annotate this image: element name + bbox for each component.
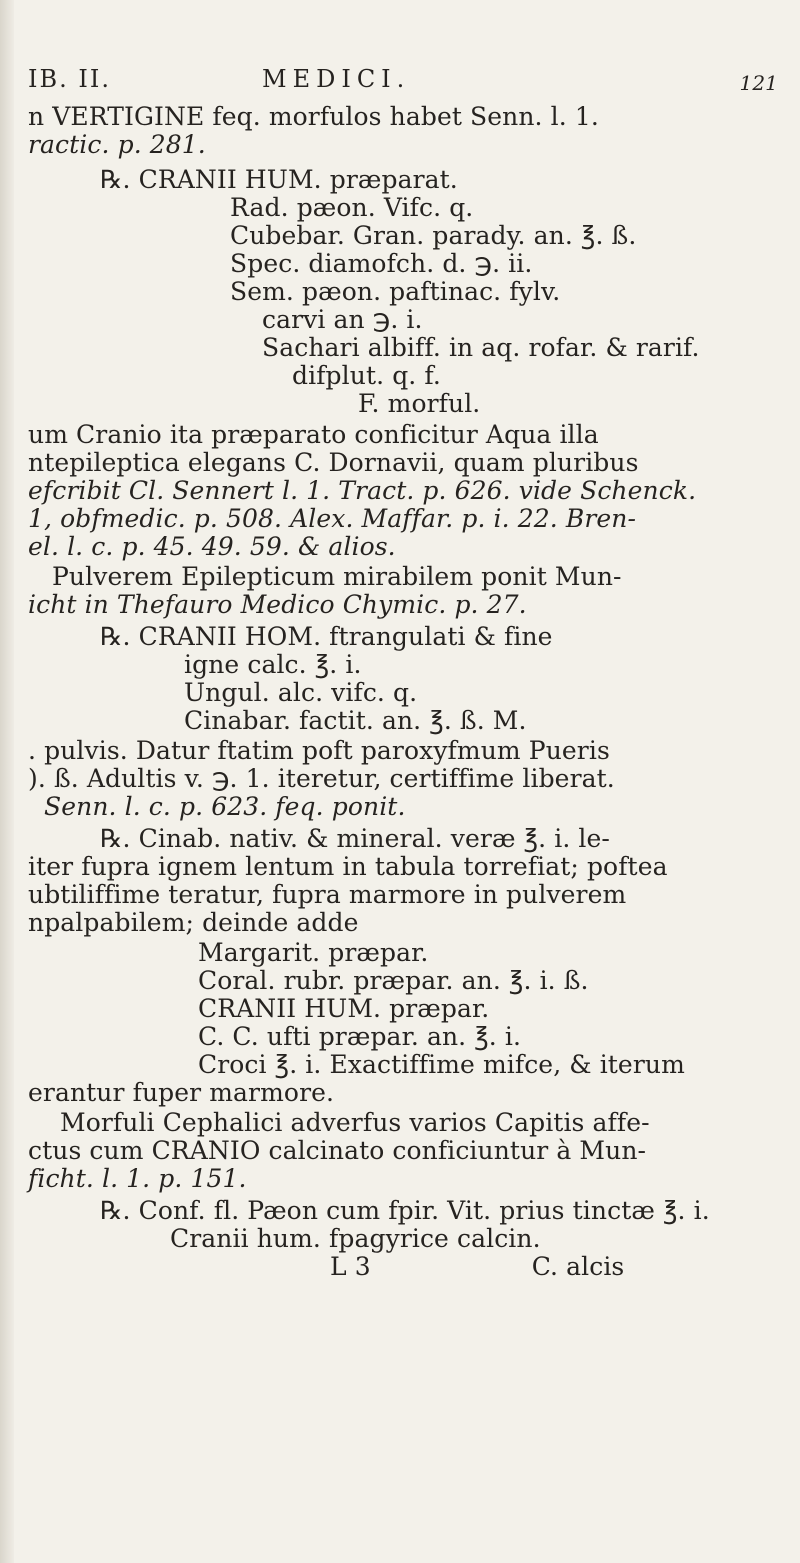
text-line: Cubebar. Gran. parady. an. ℥. ß. [230, 221, 637, 250]
text-line: Morfuli Cephalici adverfus varios Capitis affe- [60, 1108, 650, 1137]
text-line: ubtiliffime teratur, fupra marmore in pulverem [28, 880, 627, 909]
text-line: . pulvis. Datur ftatim poft paroxyfmum Pueris [28, 736, 610, 765]
text-line: npalpabilem; deinde adde [28, 908, 359, 937]
text-line: efcribit Cl. Sennert l. 1. Tract. p. 626. vide Schenck. [28, 476, 697, 505]
running-head-left: IB. II. [28, 65, 111, 93]
text-line: Margarit. præpar. [198, 938, 429, 967]
text-line: carvi an ℈. i. [262, 305, 423, 334]
text-line: 1, obfmedic. p. 508. Alex. Maffar. p. i. 22. Bren- [28, 504, 637, 533]
text-line: Spec. diamofch. d. ℈. ii. [230, 249, 533, 278]
text-line: ctus cum CRANIO calcinato conficiuntur à Mun- [28, 1136, 647, 1165]
text-line: Pulverem Epilepticum mirabilem ponit Mun- [52, 562, 622, 591]
catchword-line: L 3 C. alcis [330, 1252, 625, 1281]
text-line: ntepileptica elegans C. Dornavii, quam pluribus [28, 448, 639, 477]
text-line: F. morful. [358, 389, 481, 418]
text-line: el. l. c. p. 45. 49. 59. & alios. [28, 532, 396, 561]
text-line: ℞. Cinab. nativ. & mineral. veræ ℥. i. le- [100, 824, 610, 853]
text-line: Rad. pæon. Vifc. q. [230, 193, 474, 222]
text-line: ℞. Conf. fl. Pæon cum fpir. Vit. prius tinctæ ℥. i. [100, 1196, 710, 1225]
text-line: Croci ℥. i. Exactiffime mifce, & iterum [198, 1050, 685, 1079]
text-line: Cinabar. factit. an. ℥. ß. M. [184, 706, 527, 735]
text-line: Cranii hum. fpagyrice calcin. [170, 1224, 541, 1253]
text-line: n VERTIGINE feq. morfulos habet Senn. l. 1. [28, 102, 599, 131]
page-gutter-shadow [0, 0, 14, 1563]
text-line: C. C. ufti præpar. an. ℥. i. [198, 1022, 522, 1051]
text-line: igne calc. ℥. i. [184, 650, 362, 679]
page-number: 121 [739, 71, 778, 95]
text-line: um Cranio ita præparato conficitur Aqua illa [28, 420, 599, 449]
text-line: ). ß. Adultis v. ℈. 1. iteretur, certiffime liberat. [28, 764, 615, 793]
text-line: ℞. CRANII HUM. præparat. [100, 165, 458, 194]
text-line: Coral. rubr. præpar. an. ℥. i. ß. [198, 966, 589, 995]
text-line: erantur fuper marmore. [28, 1078, 335, 1107]
text-line: difplut. q. f. [292, 361, 441, 390]
text-line: Sachari albiff. in aq. rofar. & rarif. [262, 333, 700, 362]
text-line: icht in Thefauro Medico Chymic. p. 27. [28, 590, 527, 619]
text-line: Ungul. alc. vifc. q. [184, 678, 418, 707]
text-line: Sem. pæon. paftinac. fylv. [230, 277, 561, 306]
text-line: ractic. p. 281. [28, 130, 206, 159]
text-line: CRANII HUM. præpar. [198, 994, 490, 1023]
text-line: ℞. CRANII HOM. ftrangulati & fine [100, 622, 553, 651]
text-line: Senn. l. c. p. 623. feq. ponit. [44, 792, 406, 821]
text-line: iter fupra ignem lentum in tabula torrefiat; poftea [28, 852, 668, 881]
text-line: ficht. l. 1. p. 151. [28, 1164, 247, 1193]
running-head-title: MEDICI. [262, 65, 411, 93]
